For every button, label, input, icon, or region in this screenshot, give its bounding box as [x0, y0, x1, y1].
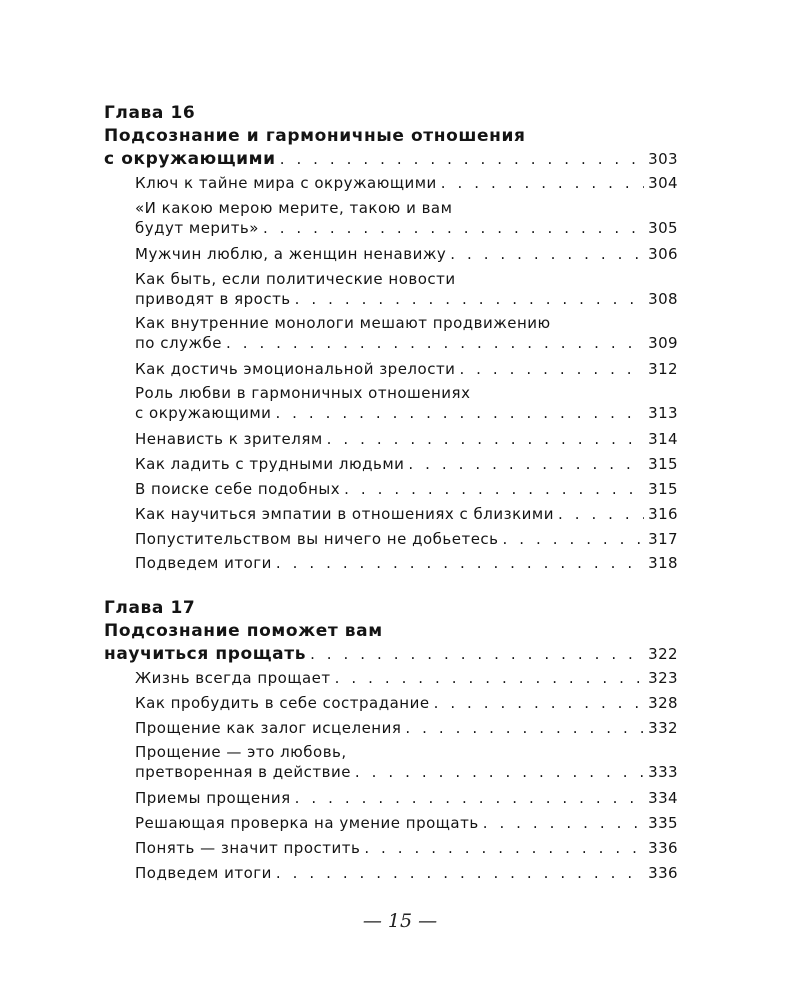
chapter-17: [104, 597, 678, 886]
toc-entry[interactable]: [104, 527, 678, 552]
toc-entry-title: Приемы прощения: [135, 789, 291, 808]
page-ref: 336: [648, 863, 678, 882]
chapter-title: Подсознание и гармоничные отношения: [104, 126, 526, 146]
toc-entry-title: Подведем итоги: [135, 863, 272, 882]
toc-entry[interactable]: [104, 666, 678, 691]
chapter-title-row[interactable]: [104, 643, 678, 666]
toc-entry[interactable]: [104, 427, 678, 452]
toc-entry[interactable]: [104, 477, 678, 502]
page-ref: 332: [648, 718, 678, 737]
leader-dots: [434, 691, 645, 716]
toc-entry-title: Подведем итоги: [135, 554, 272, 573]
page-ref: 304: [648, 174, 678, 192]
toc-entry-title: по службе: [135, 333, 222, 352]
leader-dots: [276, 551, 644, 576]
leader-dots: [310, 643, 644, 666]
page-number: — 15 —: [362, 910, 438, 932]
toc-entry-title: Решающая проверка на умение прощать: [135, 814, 479, 833]
toc-entry[interactable]: [104, 836, 678, 861]
leader-dots: [226, 333, 644, 353]
page-ref: 333: [648, 763, 678, 782]
leader-dots: [441, 171, 644, 196]
toc-entry[interactable]: [104, 691, 678, 716]
section-list: [104, 171, 678, 576]
leader-dots: [295, 289, 645, 309]
page-ref: 313: [648, 404, 678, 423]
leader-dots: [295, 786, 645, 811]
leader-dots: [503, 527, 645, 552]
chapter-title-cont: с окружающими: [104, 149, 276, 169]
chapter-16: [104, 102, 678, 576]
toc-entry[interactable]: [104, 502, 678, 527]
leader-dots: [275, 403, 644, 423]
toc-entry-title: Понять — значит простить: [135, 838, 361, 857]
toc-entry-title: с окружающими: [135, 404, 272, 423]
toc-entry-title: Мужчин люблю, а женщин ненавижу: [135, 244, 447, 263]
toc-entry-line: Роль любви в гармоничных отношениях: [135, 384, 471, 403]
page-ref: 316: [648, 504, 678, 523]
toc-entry-title: Ненависть к зрителям: [135, 430, 323, 449]
toc-entry[interactable]: [104, 861, 678, 886]
page-ref: 303: [648, 150, 678, 168]
toc-entry-title: Ключ к тайне мира с окружающими: [135, 174, 437, 192]
toc-entry-title: Как пробудить в себе сострадание: [135, 693, 430, 712]
page-ref: 335: [648, 814, 678, 833]
toc-entry[interactable]: [104, 716, 678, 741]
toc-entry-title: будут мерить»: [135, 218, 259, 237]
toc-entry-title: Как научиться эмпатии в отношениях с близкими: [135, 504, 554, 523]
chapter-label: Глава 17: [104, 598, 196, 618]
leader-dots: [335, 666, 645, 691]
toc-entry-line: «И какою мерою мерите, такою и вам: [135, 198, 453, 217]
page-ref: 318: [648, 554, 678, 573]
chapter-label: Глава 16: [104, 103, 196, 123]
leader-dots: [364, 836, 644, 861]
leader-dots: [483, 811, 644, 836]
page-ref: 328: [648, 693, 678, 712]
toc-entry[interactable]: [104, 403, 678, 423]
section-list: [104, 666, 678, 886]
toc-entry[interactable]: [104, 357, 678, 382]
toc-entry[interactable]: [104, 811, 678, 836]
page-ref: 314: [648, 430, 678, 449]
toc-entry[interactable]: [104, 242, 678, 267]
leader-dots: [450, 242, 644, 267]
page-ref: 306: [648, 244, 678, 263]
leader-dots: [355, 762, 644, 782]
toc-entry-title: приводят в ярость: [135, 289, 291, 308]
toc-entry-title: В поиске себе подобных: [135, 479, 341, 498]
page-ref: 323: [648, 669, 678, 687]
toc-entry[interactable]: [104, 333, 678, 353]
toc-entry[interactable]: [104, 452, 678, 477]
toc-entry-line: Как быть, если политические новости: [135, 269, 456, 288]
leader-dots: [276, 861, 644, 886]
page-ref: 308: [648, 289, 678, 308]
chapter-title-row[interactable]: [104, 148, 678, 171]
page-ref: 305: [648, 218, 678, 237]
page-ref: 315: [648, 455, 678, 474]
page-ref: 315: [648, 479, 678, 498]
page-ref: 312: [648, 359, 678, 378]
leader-dots: [459, 357, 644, 382]
toc-entry-title: Прощение как залог исцеления: [135, 718, 402, 737]
toc-entry[interactable]: [104, 218, 678, 238]
toc-entry[interactable]: [104, 551, 678, 576]
leader-dots: [263, 218, 644, 238]
toc-entry-line: Как внутренние монологи мешают продвижению: [135, 313, 551, 332]
toc-entry-title: Попустительством вы ничего не добьетесь: [135, 529, 499, 548]
toc-entry[interactable]: [104, 762, 678, 782]
toc-entry[interactable]: [104, 171, 678, 196]
chapter-title-cont: научиться прощать: [104, 644, 307, 664]
toc-entry-title: претворенная в действие: [135, 763, 351, 782]
page-ref: 334: [648, 789, 678, 808]
toc-entry-title: Жизнь всегда прощает: [135, 669, 331, 687]
leader-dots: [405, 716, 644, 741]
page-ref: 336: [648, 838, 678, 857]
leader-dots: [280, 148, 644, 171]
toc-entry-title: Как ладить с трудными людьми: [135, 455, 405, 474]
toc-entry-title: Как достичь эмоциональной зрелости: [135, 359, 456, 378]
toc-entry[interactable]: [104, 289, 678, 309]
page-ref: 309: [648, 333, 678, 352]
leader-dots: [344, 477, 644, 502]
page-ref: 317: [648, 529, 678, 548]
chapter-title: Подсознание поможет вам: [104, 621, 383, 641]
leader-dots: [558, 502, 644, 527]
page-ref: 322: [648, 645, 678, 663]
leader-dots: [408, 452, 644, 477]
leader-dots: [327, 427, 645, 452]
toc-entry[interactable]: [104, 786, 678, 811]
toc-entry-line: Прощение — это любовь,: [135, 743, 347, 762]
